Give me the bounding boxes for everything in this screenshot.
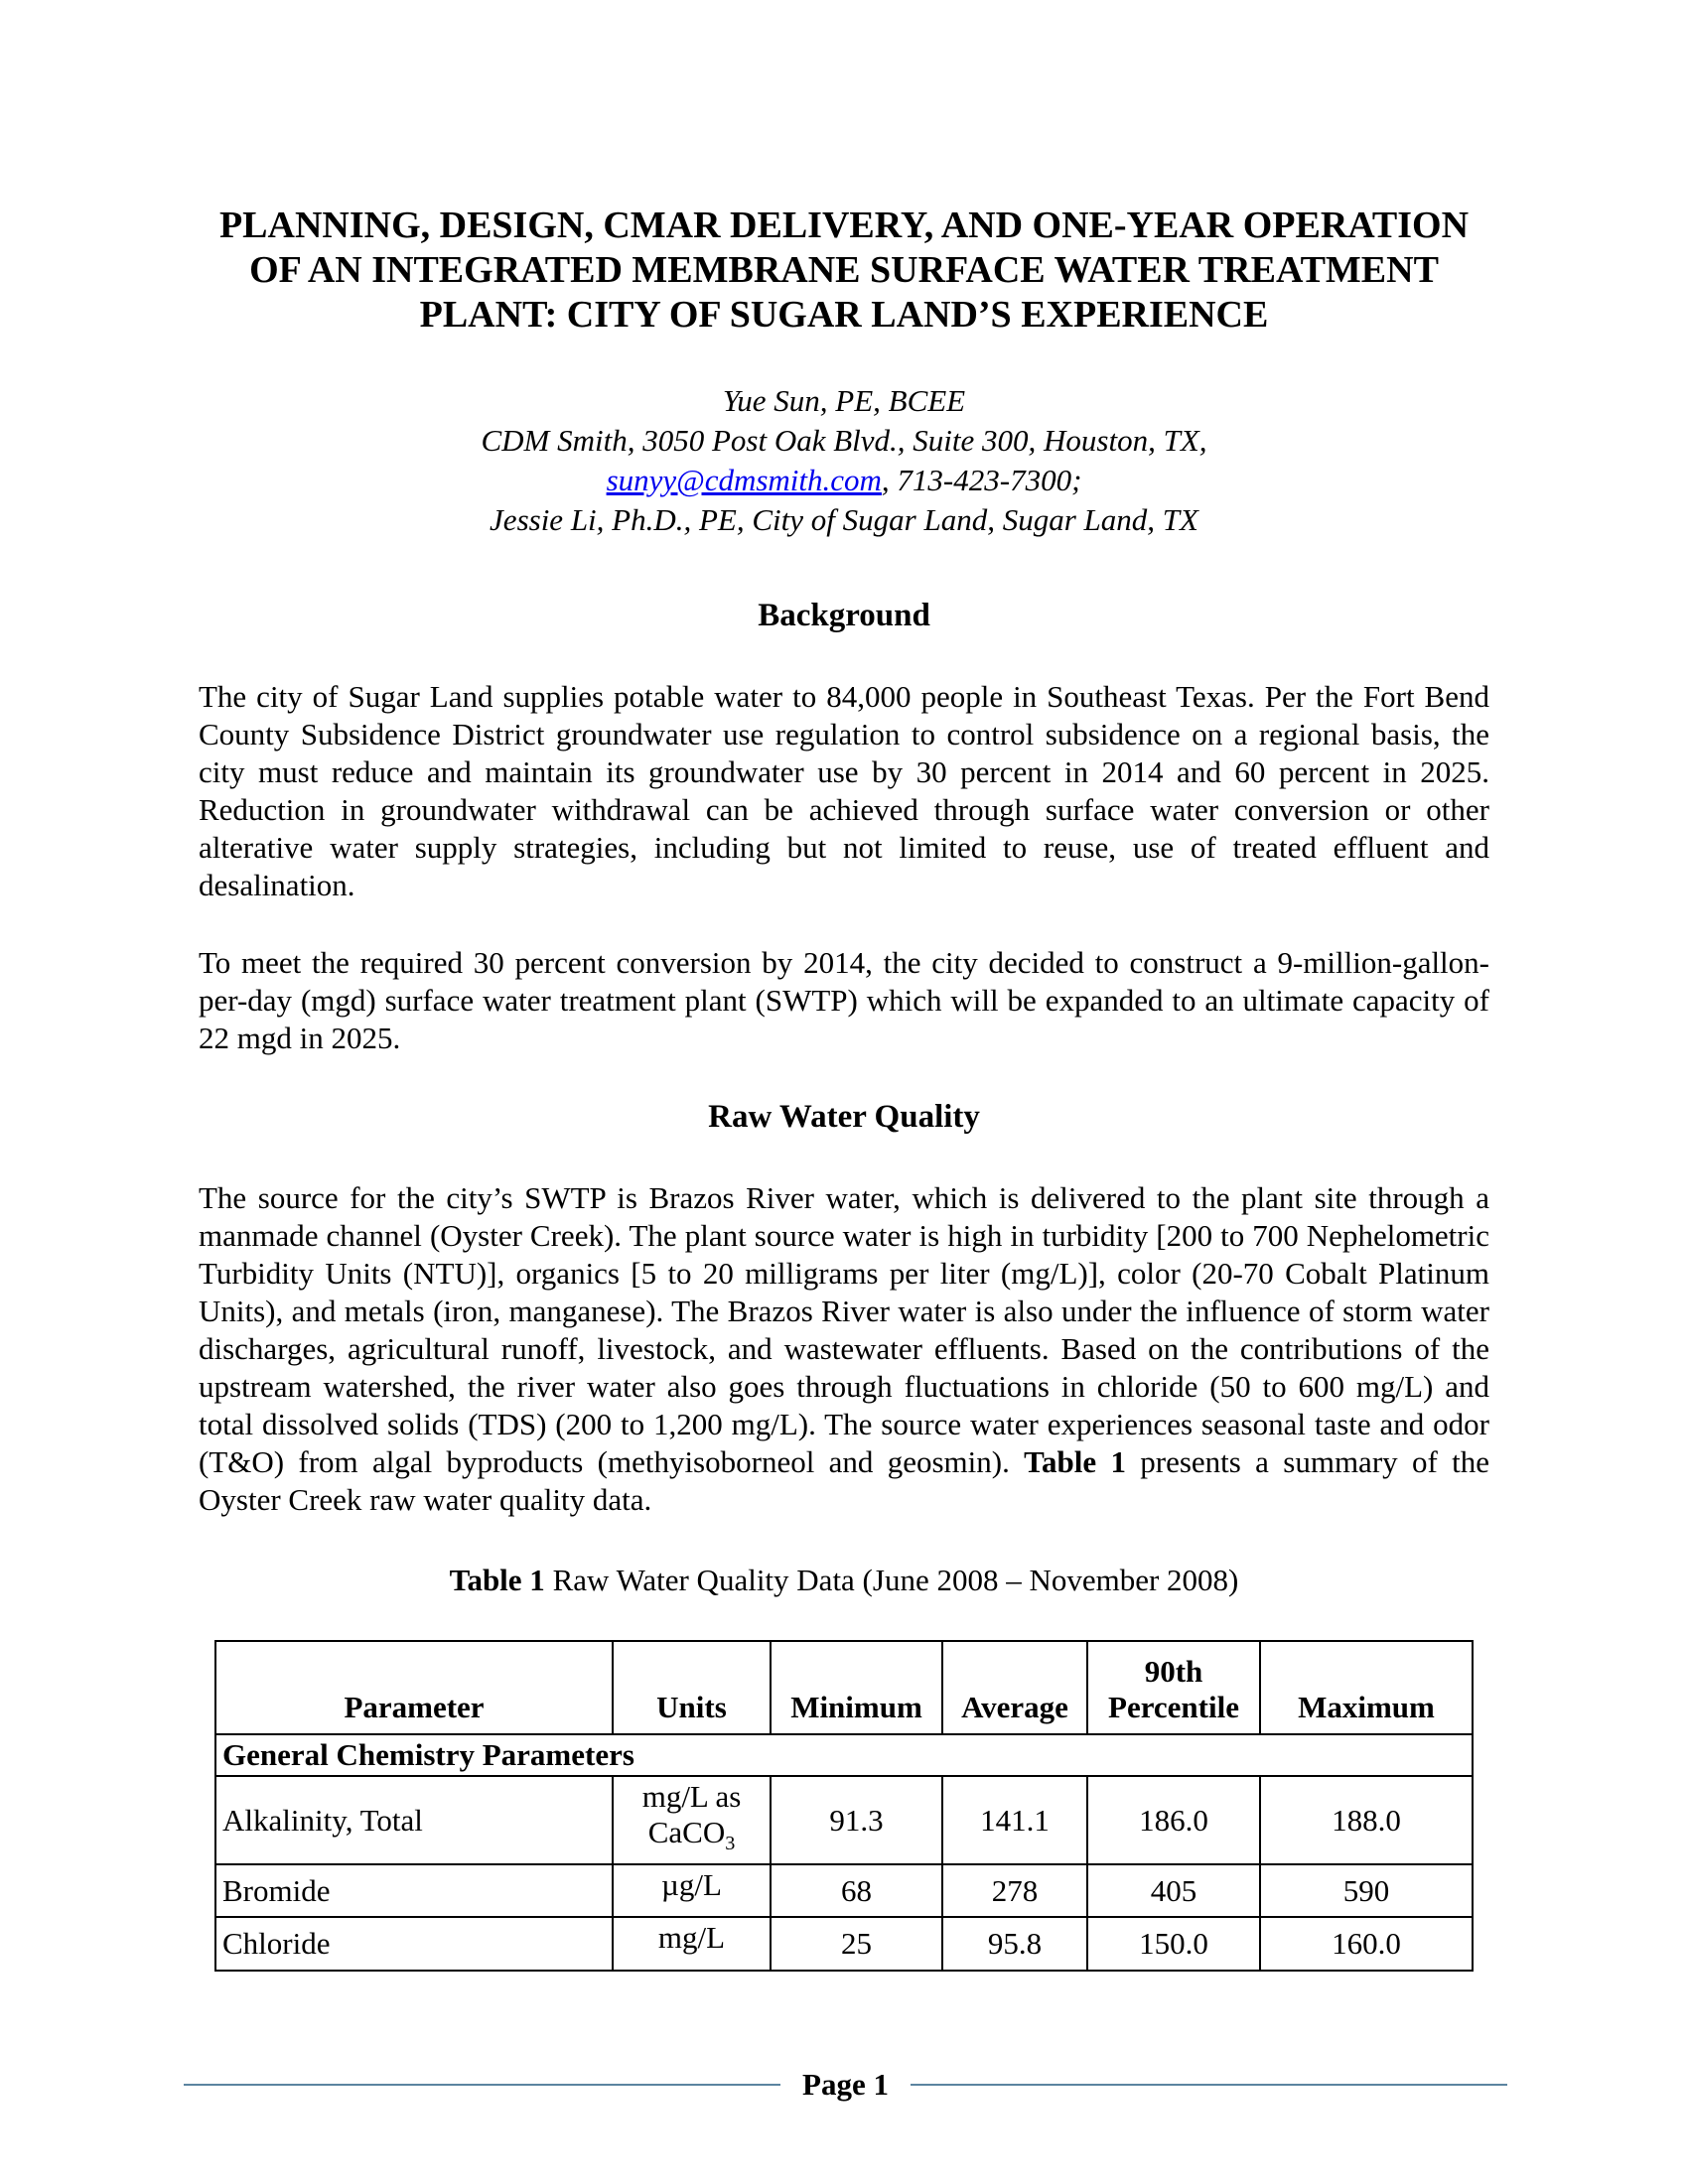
- cell-90th-percentile: 405: [1087, 1864, 1260, 1917]
- author-name: Yue Sun, PE, BCEE: [722, 383, 966, 418]
- units-text: µg/L: [661, 1867, 722, 1903]
- col-header-parameter: Parameter: [215, 1641, 613, 1734]
- cell-average: 95.8: [942, 1917, 1087, 1970]
- coauthor-line: Jessie Li, Ph.D., PE, City of Sugar Land, Sugar Land, TX: [490, 502, 1198, 537]
- cell-units: [613, 1776, 771, 1864]
- footer-divider-right: [911, 2084, 1507, 2086]
- page-number-label: Page 1: [802, 2067, 889, 2102]
- raw-water-paragraph: [199, 1179, 1489, 1519]
- author-contact-line: [199, 461, 1489, 500]
- cell-average: 141.1: [942, 1776, 1087, 1864]
- raw-water-text-after: presents a summary of the Oyster Creek raw water quality data.: [199, 1444, 1489, 1517]
- table-row: [215, 1776, 1473, 1864]
- background-paragraph-2: To meet the required 30 percent conversion by 2014, the city decided to construct a 9-million-gallon-per-day (mgd) surface water treatment plant (SWTP) which will be expanded to an ultimate capacity of 22 mgd in 2025.: [199, 945, 1489, 1055]
- cell-minimum: 68: [771, 1864, 942, 1917]
- table-caption-text: Raw Water Quality Data (June 2008 – November 2008): [544, 1563, 1239, 1597]
- units-text: mg/L as CaCO: [641, 1779, 742, 1849]
- raw-water-quality-table: [214, 1640, 1474, 1972]
- title-line-1: PLANNING, DESIGN, CMAR DELIVERY, AND ONE-YEAR OPERATION: [218, 205, 1470, 246]
- table-1-inline-reference: Table 1: [1024, 1444, 1126, 1479]
- cell-parameter: Chloride: [215, 1917, 613, 1970]
- page-footer: [184, 2067, 1507, 2103]
- table-caption: [199, 1563, 1489, 1598]
- cell-minimum: 91.3: [771, 1776, 942, 1864]
- col-header-units: Units: [613, 1641, 771, 1734]
- page-content: [199, 0, 1489, 1972]
- units-text: mg/L: [657, 1920, 726, 1956]
- heading-background: Background: [758, 598, 930, 633]
- title-line-2: OF AN INTEGRATED MEMBRANE SURFACE WATER TREATMENT: [249, 249, 1439, 291]
- background-paragraph-1: The city of Sugar Land supplies potable water to 84,000 people in Southeast Texas. Per the Fort Bend County Subsidence District groundwater use regulation to control subsidence on a regional basis, the city must reduce and maintain its groundwater use by 30 percent in 2014 and 60 percent in 2025. Reduction in groundwater withdrawal can be achieved through surface water conversion or other alterative water supply strategies, including but not limited to reuse, use of treated effluent and desalination.: [199, 679, 1489, 902]
- email-link[interactable]: sunyy@cdmsmith.com: [606, 463, 882, 497]
- col-header-90th-percentile: 90th Percentile: [1087, 1641, 1260, 1734]
- table-row: [215, 1917, 1473, 1970]
- cell-90th-percentile: 186.0: [1087, 1776, 1260, 1864]
- paper-title: [199, 204, 1489, 338]
- cell-units: [613, 1917, 771, 1970]
- footer-divider-left: [184, 2084, 780, 2086]
- cell-average: 278: [942, 1864, 1087, 1917]
- author-affiliation: CDM Smith, 3050 Post Oak Blvd., Suite 300, Houston, TX,: [481, 423, 1207, 458]
- author-block: [199, 381, 1489, 540]
- cell-parameter: Bromide: [215, 1864, 613, 1917]
- col-header-average: Average: [942, 1641, 1087, 1734]
- cell-parameter: Alkalinity, Total: [215, 1776, 613, 1864]
- phone-text: , 713-423-7300;: [881, 463, 1082, 497]
- table-group-row: [215, 1734, 1473, 1776]
- cell-minimum: 25: [771, 1917, 942, 1970]
- group-header-general-chemistry: General Chemistry Parameters: [215, 1734, 1473, 1776]
- table-row: [215, 1864, 1473, 1917]
- raw-water-text-before: The source for the city’s SWTP is Brazos River water, which is delivered to the plant site through a manmade channel (Oyster Creek). The plant source water is high in turbidity [200 to 700 Nephelometric Turbidity Units (NTU)], organics [5 to 20 milligrams per liter (mg/L)], color (20-70 Cobalt Platinum Units), and metals (iron, manganese). The Brazos River water is also under the influence of storm water discharges, agricultural runoff, livestock, and wastewater effluents. Based on the contributions of the upstream watershed, the river water also goes through fluctuations in chloride (50 to 600 mg/L) and total dissolved solids (TDS) (200 to 1,200 mg/L). The source water experiences seasonal taste and odor (T&O) from algal byproducts (methyisoborneol and geosmin).: [199, 1180, 1489, 1479]
- table-header-row: [215, 1641, 1473, 1734]
- col-header-maximum: Maximum: [1260, 1641, 1473, 1734]
- table-caption-label: Table 1: [449, 1563, 545, 1597]
- cell-90th-percentile: 150.0: [1087, 1917, 1260, 1970]
- units-subscript: 3: [725, 1833, 736, 1855]
- cell-maximum: 590: [1260, 1864, 1473, 1917]
- title-line-3: PLANT: CITY OF SUGAR LAND’S EXPERIENCE: [419, 294, 1269, 336]
- cell-units: [613, 1864, 771, 1917]
- heading-raw-water-quality: Raw Water Quality: [708, 1099, 980, 1135]
- col-header-minimum: Minimum: [771, 1641, 942, 1734]
- cell-maximum: 188.0: [1260, 1776, 1473, 1864]
- cell-maximum: 160.0: [1260, 1917, 1473, 1970]
